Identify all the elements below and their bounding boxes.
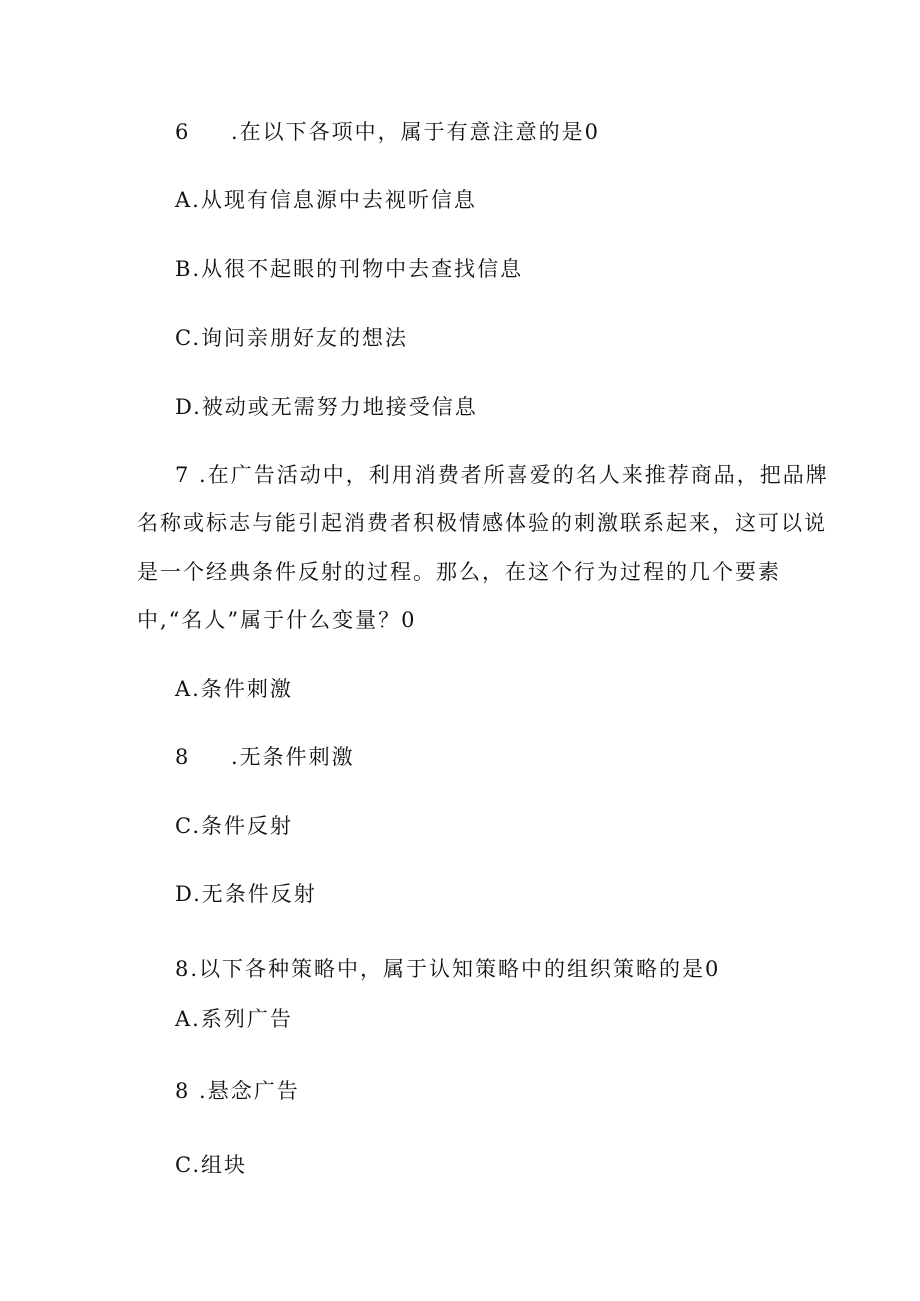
question-7-option-b [175,743,355,771]
question-7-stem-line-3: 是一个经典条件反射的过程。那么，在这个行为过程的几个要素 [137,560,781,584]
question-7-option-c: C.条件反射 [175,814,293,838]
question-7-option-d: D.无条件反射 [175,882,317,906]
question-7-option-a: A.条件刺激 [175,677,293,701]
question-7-stem-line-2: 名称或标志与能引起消费者积极情感体验的刺激联系起来，这可以说 [137,511,827,535]
question-7-option-b-number: 8 [175,745,191,769]
question-6-option-a: A.从现有信息源中去视听信息 [175,188,477,212]
question-8-stem: 8.以下各种策略中，属于认知策略中的组织策略的是0 [175,957,721,981]
question-7-stem-line-1: 7 .在广告活动中，利用消费者所喜爱的名人来推荐商品，把品牌 [175,463,829,487]
question-8-option-b: 8 .悬念广告 [175,1079,300,1103]
question-6-text: .在以下各项中，属于有意注意的是0 [231,120,601,144]
question-8-option-c: C.组块 [175,1153,247,1177]
question-6-number: 6 [175,120,191,144]
question-6-option-c: C.询问亲朋好友的想法 [175,326,408,350]
question-7-option-b-text: .无条件刺激 [231,745,355,769]
question-7-stem-line-4: 中,“名人”属于什么变量？0 [137,608,417,632]
question-6-option-d: D.被动或无需努力地接受信息 [175,395,478,419]
question-6-stem [175,118,600,146]
question-8-option-a: A.系列广告 [175,1007,293,1031]
question-6-option-b: B.从很不起眼的刊物中去查找信息 [175,257,524,281]
